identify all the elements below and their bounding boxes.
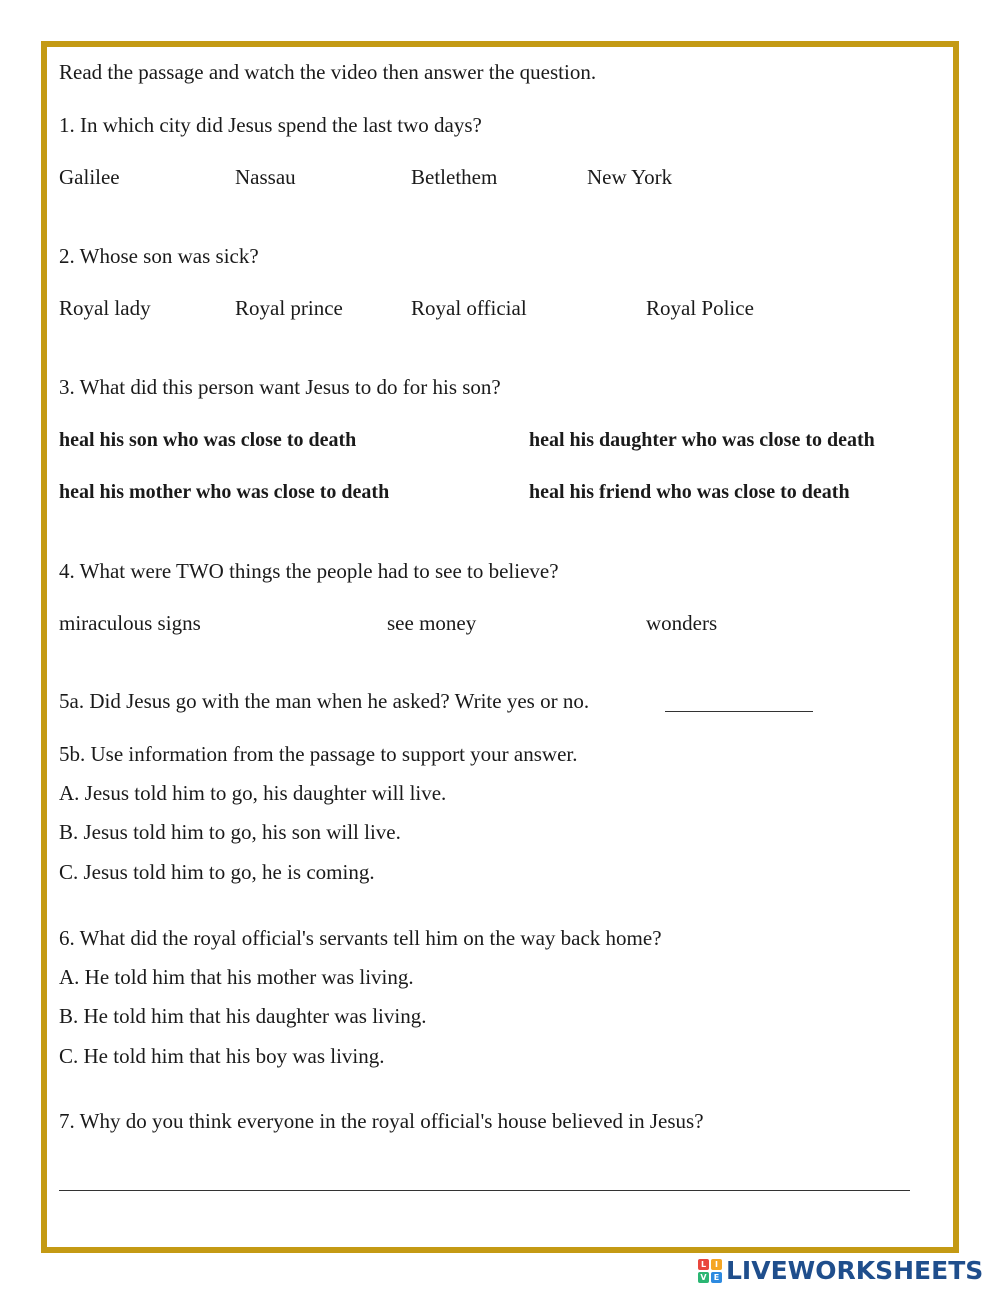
q2-option-2[interactable]: Royal prince bbox=[235, 296, 343, 320]
logo-letter-v: V bbox=[698, 1272, 709, 1283]
question-4: 4. What were TWO things the people had to see to believe? bbox=[59, 559, 559, 583]
logo-letter-i: I bbox=[711, 1259, 722, 1270]
q5b-option-b[interactable]: B. Jesus told him to go, his son will live. bbox=[59, 820, 401, 844]
q5b-option-a[interactable]: A. Jesus told him to go, his daughter will live. bbox=[59, 781, 447, 805]
question-7: 7. Why do you think everyone in the royal official's house believed in Jesus? bbox=[59, 1109, 704, 1133]
question-5a: 5a. Did Jesus go with the man when he asked? Write yes or no. bbox=[59, 689, 590, 713]
logo-icon bbox=[698, 1259, 722, 1283]
liveworksheets-logo bbox=[698, 1256, 983, 1286]
q3-option-3[interactable]: heal his mother who was close to death bbox=[59, 481, 390, 503]
q1-option-1[interactable]: Galilee bbox=[59, 165, 120, 189]
q6-option-a[interactable]: A. He told him that his mother was living. bbox=[59, 965, 414, 989]
q2-option-4[interactable]: Royal Police bbox=[646, 296, 754, 320]
q2-option-3[interactable]: Royal official bbox=[411, 296, 527, 320]
q3-option-2[interactable]: heal his daughter who was close to death bbox=[529, 429, 875, 451]
q1-option-4[interactable]: New York bbox=[587, 165, 673, 189]
q6-option-c[interactable]: C. He told him that his boy was living. bbox=[59, 1044, 385, 1068]
question-6: 6. What did the royal official's servants tell him on the way back home? bbox=[59, 926, 662, 950]
brand-name: LIVEWORKSHEETS bbox=[726, 1256, 984, 1285]
q7-answer-line[interactable] bbox=[59, 1190, 910, 1191]
question-3: 3. What did this person want Jesus to do for his son? bbox=[59, 375, 501, 399]
q3-option-4[interactable]: heal his friend who was close to death bbox=[529, 481, 850, 503]
question-1: 1. In which city did Jesus spend the last two days? bbox=[59, 113, 482, 137]
q6-option-b[interactable]: B. He told him that his daughter was living. bbox=[59, 1004, 427, 1028]
q1-option-3[interactable]: Betlethem bbox=[411, 165, 498, 189]
q1-option-2[interactable]: Nassau bbox=[235, 165, 296, 189]
q5a-answer-blank[interactable] bbox=[665, 711, 813, 712]
q4-option-3[interactable]: wonders bbox=[646, 611, 718, 635]
q4-option-2[interactable]: see money bbox=[387, 611, 477, 635]
question-2: 2. Whose son was sick? bbox=[59, 244, 259, 268]
instructions: Read the passage and watch the video then answer the question. bbox=[59, 60, 597, 84]
q5b-option-c[interactable]: C. Jesus told him to go, he is coming. bbox=[59, 860, 375, 884]
q4-option-1[interactable]: miraculous signs bbox=[59, 611, 201, 635]
q3-option-1[interactable]: heal his son who was close to death bbox=[59, 429, 357, 451]
logo-letter-l: L bbox=[698, 1259, 709, 1270]
q2-option-1[interactable]: Royal lady bbox=[59, 296, 151, 320]
worksheet-frame bbox=[41, 41, 959, 1253]
logo-letter-e: E bbox=[711, 1272, 722, 1283]
question-5b: 5b. Use information from the passage to support your answer. bbox=[59, 742, 578, 766]
